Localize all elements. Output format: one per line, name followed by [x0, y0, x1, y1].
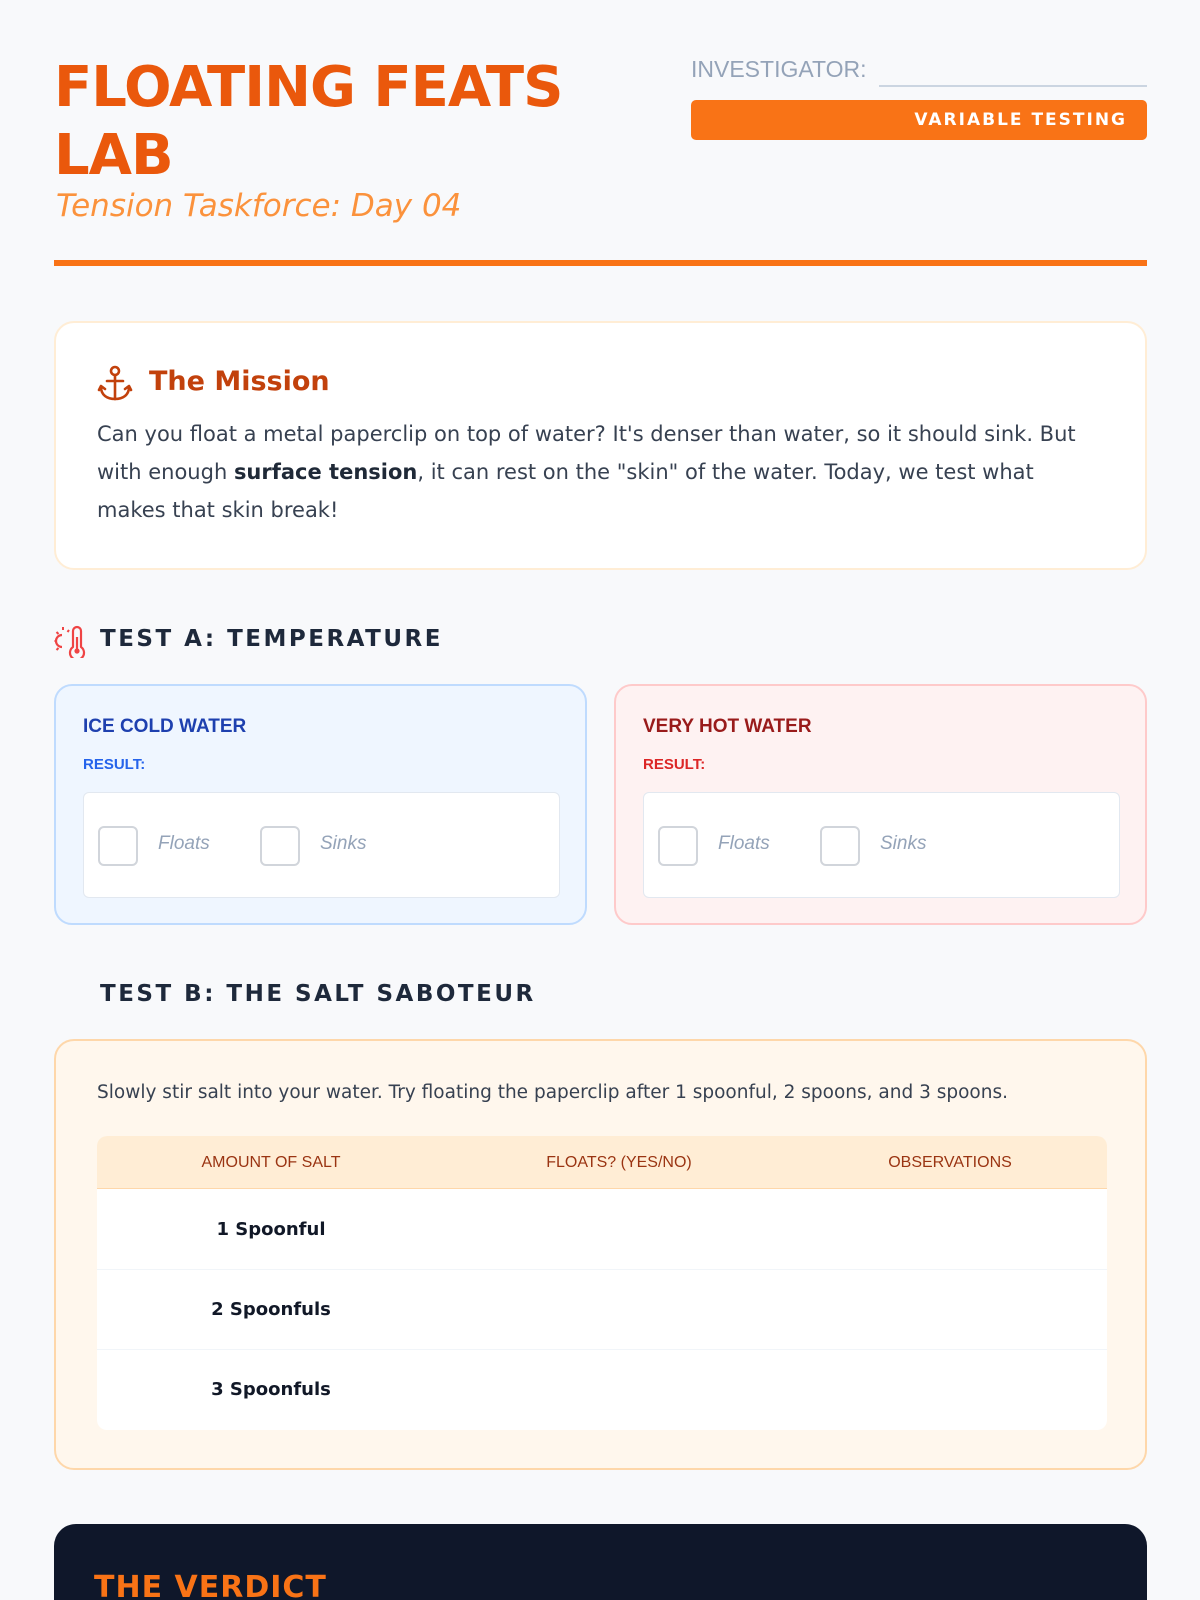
- floats-checkbox[interactable]: [98, 826, 138, 866]
- salt-instructions: Slowly stir salt into your water. Try floating the paperclip after 1 spoonful, 2 spoons, and 3 spoons.: [97, 1082, 1008, 1103]
- column-header-observations: OBSERVATIONS: [888, 1154, 1012, 1171]
- table-header: [97, 1136, 1107, 1189]
- result-label: RESULT:: [83, 756, 146, 773]
- result-options: [83, 792, 560, 898]
- result-label: RESULT:: [643, 756, 706, 773]
- sinks-checkbox[interactable]: [260, 826, 300, 866]
- header-divider: [54, 260, 1147, 266]
- salt-amount-cell: 1 Spoonful: [216, 1219, 326, 1240]
- table-row: [97, 1270, 1107, 1350]
- investigator-label: INVESTIGATOR:: [691, 56, 867, 82]
- verdict-title: THE VERDICT: [94, 1570, 327, 1600]
- test-a-heading: [54, 624, 574, 658]
- page-subtitle: Tension Taskforce: Day 04: [56, 188, 462, 224]
- salt-amount-cell: 2 Spoonfuls: [211, 1299, 331, 1320]
- result-options: [643, 792, 1120, 898]
- ice-cold-water-card: [54, 684, 587, 925]
- investigator-input-line[interactable]: [879, 85, 1147, 87]
- column-header-amount: AMOUNT OF SALT: [201, 1154, 341, 1171]
- mission-card: [54, 321, 1147, 570]
- page-title: FLOATING FEATS LAB: [54, 55, 563, 188]
- floats-option-label: Floats: [158, 833, 210, 854]
- verdict-panel: [54, 1524, 1147, 1600]
- salt-results-table: [97, 1136, 1107, 1430]
- thermometer-icon: [54, 624, 88, 658]
- salt-amount-cell: 3 Spoonfuls: [211, 1379, 331, 1400]
- variable-testing-badge: VARIABLE TESTING: [691, 100, 1147, 140]
- card-title: VERY HOT WATER: [643, 716, 812, 737]
- salt-saboteur-card: [54, 1039, 1147, 1470]
- table-row: [97, 1190, 1107, 1270]
- sinks-checkbox[interactable]: [820, 826, 860, 866]
- anchor-icon: [97, 365, 133, 403]
- investigator-field: [691, 54, 1147, 88]
- sinks-option-label: Sinks: [320, 833, 367, 854]
- very-hot-water-card: [614, 684, 1147, 925]
- surface-tension-term: surface tension: [233, 460, 418, 484]
- floats-option-label: Floats: [718, 833, 770, 854]
- column-header-floats: FLOATS? (YES/NO): [546, 1154, 692, 1171]
- mission-text-start: Can you float a metal paperclip on top of water? It's denser than water, so it should sink. But with enough: [97, 422, 1076, 484]
- test-b-heading: [54, 979, 654, 1013]
- card-title: ICE COLD WATER: [83, 716, 247, 737]
- floats-checkbox[interactable]: [658, 826, 698, 866]
- mission-text-end: , it can rest on the "skin" of the water. Today, we test what makes that skin break!: [97, 460, 1034, 522]
- test-a-title: TEST A: TEMPERATURE: [100, 626, 443, 652]
- mission-title: The Mission: [149, 366, 330, 397]
- worksheet-header: [54, 54, 1147, 264]
- table-row: [97, 1350, 1107, 1430]
- sinks-option-label: Sinks: [880, 833, 927, 854]
- test-b-title: TEST B: THE SALT SABOTEUR: [100, 981, 536, 1007]
- mission-text: [97, 415, 1097, 529]
